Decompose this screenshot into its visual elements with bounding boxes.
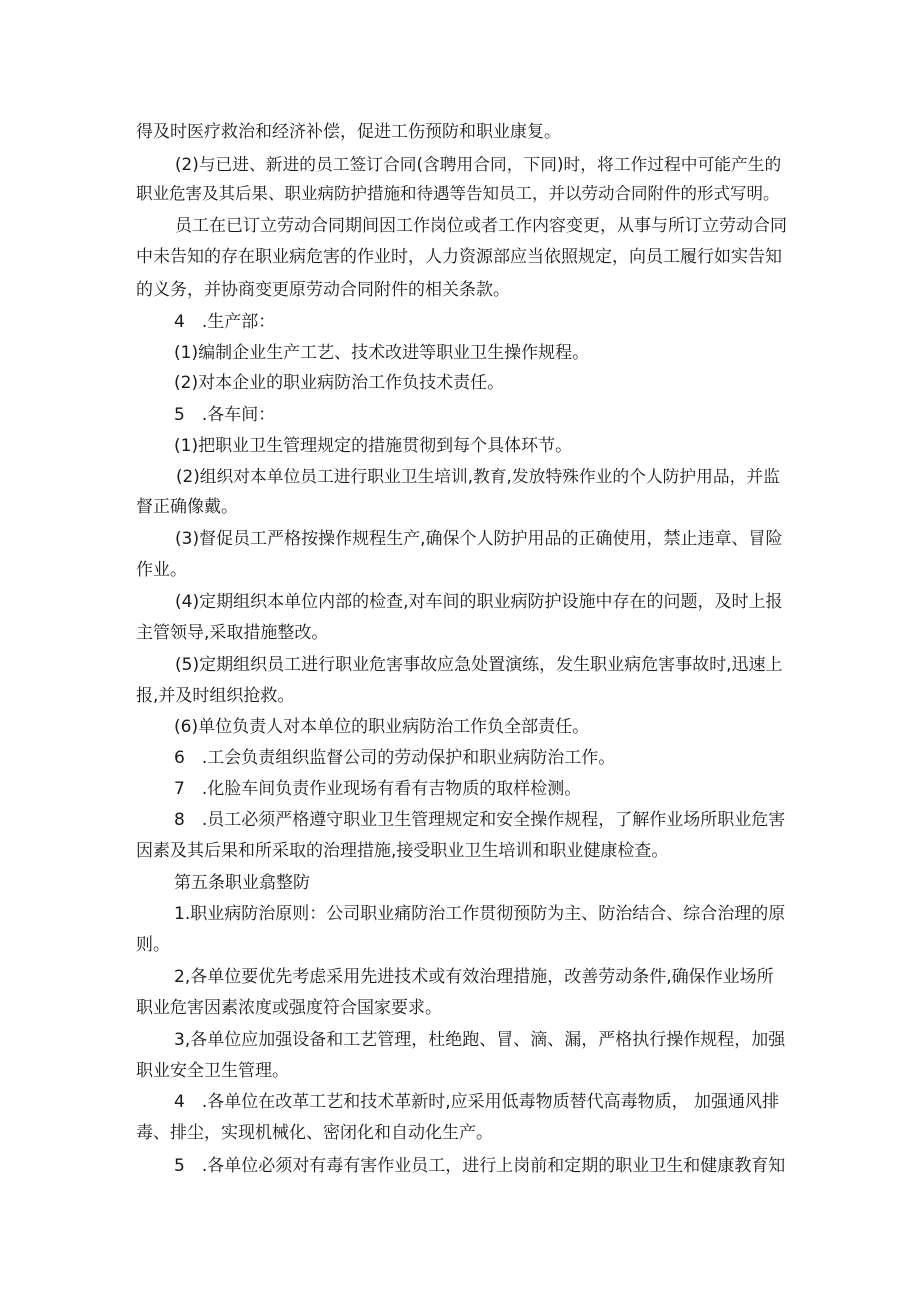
text-line: (2)对本企业的职业病防治工作负技术责任。: [174, 373, 505, 393]
text-line: 因素及其后果和所采取的治理措施,接受职业卫生培训和职业健康检查。: [136, 841, 669, 861]
text-line: 得及时医疗救治和经济补偿，促进工伤预防和职业康复。: [136, 122, 561, 142]
text-line: 5 .各单位必须对有毒有害作业员工，进行上岗前和定期的职业卫生和健康教育知: [174, 1156, 786, 1176]
section-heading: 5 .各车间：: [174, 405, 276, 425]
text-line: (2)与已进、新进的员工签订合同(含聘用合同，下同)时，将工作过程中可能产生的: [175, 154, 782, 174]
text-line: 6 .工会负责组织监督公司的劳动保护和职业病防治工作。: [174, 748, 616, 768]
text-line: (1)把职业卫生管理规定的措施贯彻到每个具体环节。: [174, 436, 573, 456]
text-line: 督正确像戴。: [136, 497, 238, 517]
text-line: (1)编制企业生产工艺、技术改进等职业卫生操作规程。: [174, 343, 590, 363]
text-line: 职业危害因素浓度或强度符合国家要求。: [136, 998, 442, 1018]
text-line: (2)组织对本单位员工进行职业卫生培训,教育,发放特殊作业的个人防护用品，并监: [176, 466, 780, 486]
text-line: (5)定期组织员工进行职业危害事故应急处置演练，发生职业病危害事故时,迅速上: [175, 655, 783, 675]
text-line: 7 .化脸车间负责作业现场有看有吉物质的取样检测。: [174, 779, 582, 799]
text-line: 作业。: [136, 560, 187, 580]
text-line: 8 .员工必须严格遵守职业卫生管理规定和安全操作规程，了解作业场所职业危害: [174, 810, 786, 830]
text-line: 中未告知的存在职业病危害的作业时，人力资源部应当依照规定，向员工履行如实告知: [136, 247, 782, 267]
text-line: 2,各单位要优先考虑采用先进技术或有效治理措施，改善劳动条件,确保作业场所: [174, 967, 774, 987]
text-line: (4)定期组织本单位内部的检查,对车间的职业病防护设施中存在的问题，及时上报: [175, 592, 783, 612]
text-line: 则。: [136, 935, 170, 955]
text-line: (6)单位负责人对本单位的职业病防治工作负全部责任。: [174, 717, 590, 737]
text-line: 报,并及时组织抢救。: [136, 686, 295, 706]
text-line: 职业危害及其后果、职业病防护措施和待遇等告知员工，并以劳动合同附件的形式写明。: [136, 184, 780, 203]
text-line: (3)督促员工严格按操作规程生产,确保个人防护用品的正确使用，禁止违章、冒险: [175, 529, 783, 549]
text-line: 1.职业病防治原则：公司职业痛防治工作贯彻预防为主、防治结合、综合治理的原: [174, 904, 786, 924]
text-line: 职业安全卫生管理。: [136, 1061, 289, 1081]
article-heading: 第五条职业翕整防: [174, 873, 310, 893]
section-heading: 4 .生产部：: [174, 312, 276, 332]
text-line: 的义务，并协商变更原劳动合同附件的相关条款。: [136, 280, 510, 300]
text-line: 毒、排尘，实现机械化、密闭化和自动化生产。: [136, 1123, 493, 1143]
text-line: 员工在已订立劳动合同期间因工作岗位或者工作内容变更，从事与所订立劳动合同: [175, 216, 787, 236]
text-line: 主管领导,采取措施整改。: [136, 623, 329, 643]
text-line: 4 .各单位在改革工艺和技术革新时,应采用低毒物质替代高毒物质， 加强通风排: [174, 1092, 780, 1112]
text-line: 3,各单位应加强设备和工艺管理，杜绝跑、冒、滴、漏，严格执行操作规程，加强: [174, 1030, 786, 1050]
